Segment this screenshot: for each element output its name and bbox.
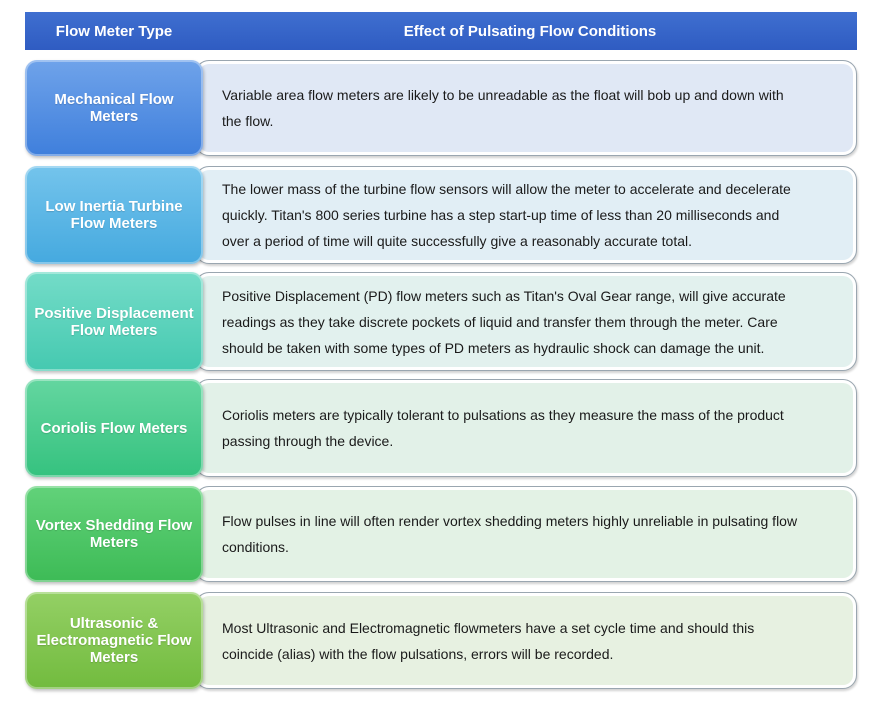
- description-line: over a period of time will quite successfully give a reasonably accurate total.: [222, 233, 693, 249]
- description-line: quickly. Titan's 800 series turbine has a step start-up time of less than 20 milliseconds and: [222, 207, 780, 223]
- description-box: [195, 592, 857, 689]
- meter-type-label: Mechanical Flow Meters: [25, 60, 203, 156]
- description-line: Variable area flow meters are likely to be unreadable as the float will bob up and down with: [222, 87, 784, 103]
- header-flow-meter-type: Flow Meter Type: [55, 22, 173, 40]
- meter-type-label: Ultrasonic & Electromagnetic Flow Meters: [25, 592, 203, 689]
- meter-type-label: Coriolis Flow Meters: [25, 379, 203, 477]
- description-line: Flow pulses in line will often render vortex shedding meters highly unreliable in pulsating flow: [222, 513, 798, 529]
- description-line: The lower mass of the turbine flow sensors will allow the meter to accelerate and decelerate: [222, 181, 791, 197]
- description-box: [195, 486, 857, 582]
- description-box: [195, 272, 857, 371]
- header-effect: Effect of Pulsating Flow Conditions: [403, 22, 657, 40]
- description-line: readings as they take discrete pockets of liquid and transfer them through the meter. Care: [222, 313, 778, 330]
- row-low-inertia-turbine: [25, 166, 857, 264]
- meter-type-label: Low Inertia Turbine Flow Meters: [25, 166, 203, 264]
- description-line: the flow.: [222, 113, 274, 129]
- description-line: conditions.: [222, 539, 289, 555]
- description-line: should be taken with some types of PD meters as hydraulic shock can damage the unit.: [222, 339, 765, 356]
- description-line: Coriolis meters are typically tolerant to pulsations as they measure the mass of the product: [222, 407, 784, 423]
- row-mechanical: [25, 60, 857, 156]
- meter-type-label: Positive Displacement Flow Meters: [25, 272, 203, 371]
- description-line: Most Ultrasonic and Electromagnetic flowmeters have a set cycle time and should this: [222, 619, 755, 636]
- row-coriolis: [25, 379, 857, 477]
- meter-type-label: Vortex Shedding Flow Meters: [25, 486, 203, 582]
- description-box: [195, 166, 857, 264]
- row-positive-displacement: [25, 272, 857, 371]
- description-box: [195, 379, 857, 477]
- row-vortex-shedding: [25, 486, 857, 582]
- description-line: passing through the device.: [222, 433, 394, 449]
- row-ultrasonic-electromagnetic: [25, 592, 857, 689]
- description-box: [195, 60, 857, 156]
- description-line: Positive Displacement (PD) flow meters such as Titan's Oval Gear range, will give accurate: [222, 287, 786, 304]
- description-line: coincide (alias) with the flow pulsations, errors will be recorded.: [222, 645, 614, 662]
- table-header: [25, 12, 857, 50]
